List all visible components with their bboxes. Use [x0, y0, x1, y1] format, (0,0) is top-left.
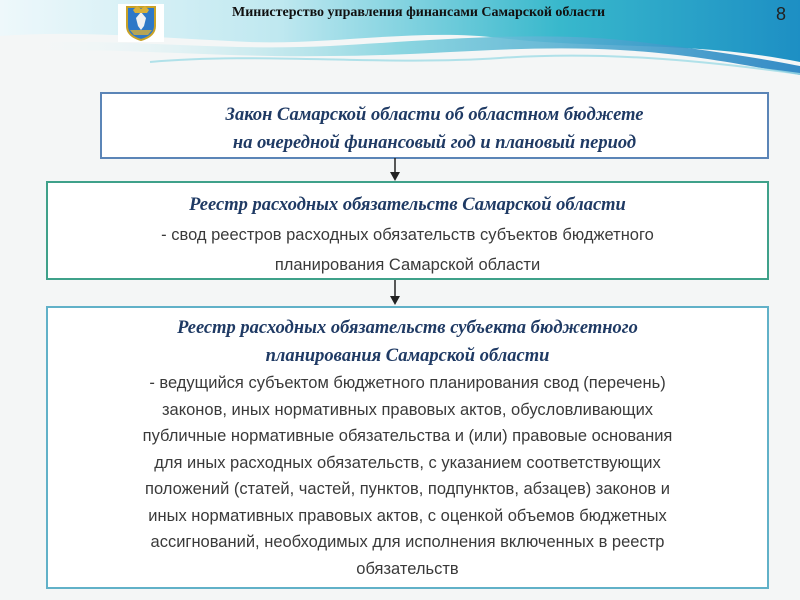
regional-registry-title: Реестр расходных обязательств Самарской области: [189, 195, 626, 215]
arrow-down-icon: [389, 158, 401, 182]
subject-registry-desc-line: обязательств: [356, 559, 459, 578]
subject-registry-box: [46, 306, 769, 589]
subject-registry-title-line-2: планирования Самарской области: [265, 346, 550, 366]
budget-law-line-2: на очередной финансовый год и плановый период: [232, 133, 637, 153]
emblem-icon: [118, 4, 164, 42]
regional-registry-desc-line-1: - свод реестров расходных обязательств субъектов бюджетного: [161, 226, 654, 244]
subject-registry-desc-line: иных нормативных правовых актов, с оценкой объемов бюджетных: [148, 506, 667, 525]
subject-registry-desc-line: - ведущийся субъектом бюджетного планирования свод (перечень): [149, 374, 666, 392]
subject-registry-title-line-1: Реестр расходных обязательств субъекта бюджетного: [177, 318, 638, 338]
subject-registry-desc-line: для иных расходных обязательств, с указанием соответствующих: [154, 453, 661, 472]
subject-registry-desc-line: законов, иных нормативных правовых актов, обусловливающих: [161, 400, 654, 419]
regional-registry-desc-line-2: планирования Самарской области: [274, 255, 541, 274]
regional-registry-box: [46, 181, 769, 280]
subject-registry-desc-line: положений (статей, частей, пунктов, подпунктов, абзацев) законов и: [145, 480, 670, 498]
budget-law-line-1: Закон Самарской области об областном бюджете: [225, 105, 644, 125]
subject-registry-desc-line: ассигнований, необходимых для исполнения включенных в реестр: [150, 533, 665, 551]
ministry-title: Министерство управления финансами Самарской области: [232, 5, 606, 20]
page-number: 8: [776, 4, 787, 24]
header-banner: [0, 0, 800, 95]
subject-registry-desc-line: публичные нормативные обязательства и (или) правовые основания: [142, 427, 673, 445]
budget-law-box: [100, 92, 769, 159]
arrow-down-icon: [389, 280, 401, 306]
